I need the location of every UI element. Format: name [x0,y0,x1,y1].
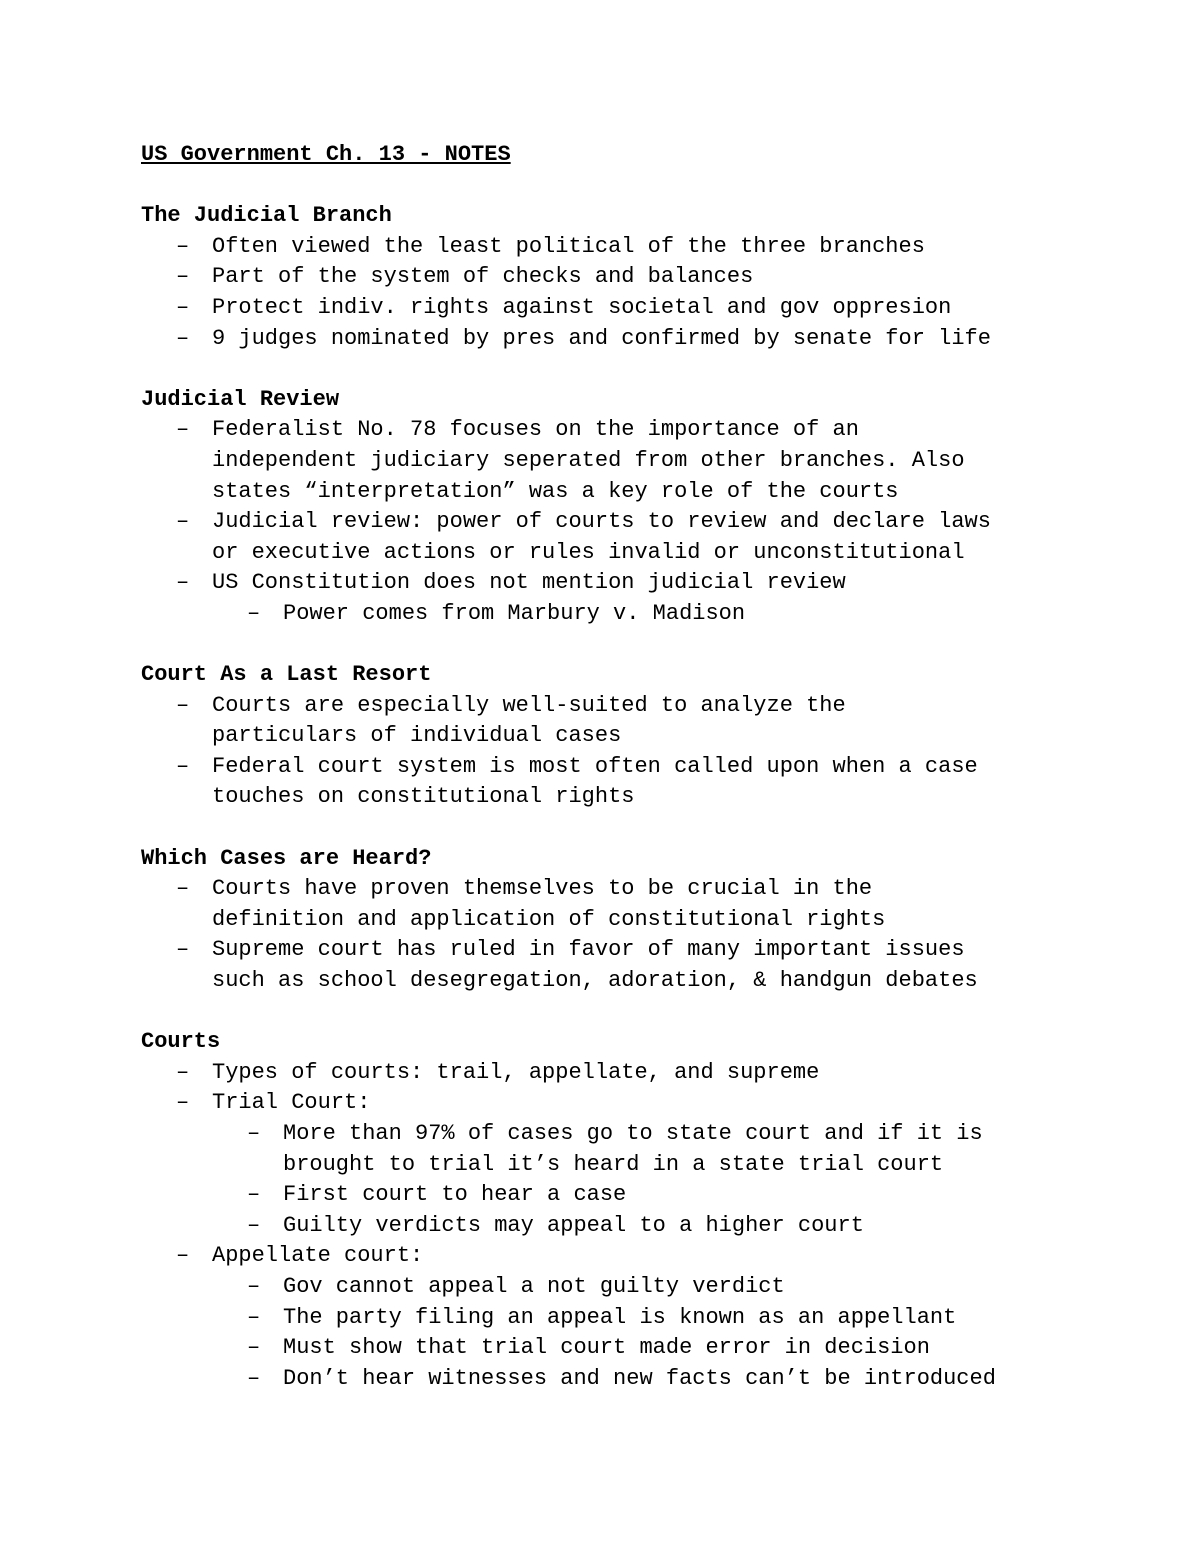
bullet-text [212,507,1091,568]
section [141,385,1091,660]
section-heading: Judicial Review [141,386,340,412]
section-heading: Court As a Last Resort [141,662,432,688]
sub-bullet-item [141,1364,1091,1395]
bullet-text-line: Appellate court: [212,1243,424,1269]
bullet-text-line: Supreme court has ruled in favor of many important issues [212,937,965,963]
dash-bullet-icon: – [247,1212,261,1238]
sub-bullet-item [141,1180,1091,1211]
bullet-list [141,1058,1091,1395]
sub-bullet-item [141,1119,1091,1180]
bullet-text [283,1333,1091,1364]
bullet-text [212,935,1091,996]
bullet-text [283,1303,1091,1334]
spacer [141,171,1091,202]
section-heading: Courts [141,1029,221,1055]
bullet-text-line: The party filing an appeal is known as an appellant [283,1304,957,1330]
dash-bullet-icon: – [176,570,190,596]
bullet-list [141,232,1091,354]
bullet-text-line: Power comes from Marbury v. Madison [283,600,746,626]
bullet-text-line: Types of courts: trail, appellate, and supreme [212,1059,820,1085]
sub-bullet-item [141,599,1091,630]
bullet-text-line: states “interpretation” was a key role of the courts [212,478,899,504]
bullet-text-line: Courts are especially well-suited to analyze the [212,692,846,718]
bullet-text [212,232,1091,263]
bullet-text-line: Often viewed the least political of the three branches [212,233,925,259]
section-heading: Which Cases are Heard? [141,845,432,871]
bullet-text [212,1088,1091,1119]
bullet-text [212,415,1091,507]
dash-bullet-icon: – [176,509,190,535]
bullet-text [283,1272,1091,1303]
bullet-text-line: US Constitution does not mention judicial review [212,570,846,596]
dash-bullet-icon: – [176,264,190,290]
bullet-text-line: such as school desegregation, adoration, & handgun debates [212,968,978,994]
bullet-item [141,874,1091,935]
bullet-text [283,1364,1091,1395]
bullet-text-line: particulars of individual cases [212,723,622,749]
bullet-text [212,262,1091,293]
spacer [141,813,1091,844]
bullet-text-line: Protect indiv. rights against societal and gov oppresion [212,294,952,320]
bullet-text-line: Courts have proven themselves to be crucial in the [212,876,873,902]
bullet-text [212,691,1091,752]
dash-bullet-icon: – [176,876,190,902]
bullet-text-line: Don’t hear witnesses and new facts can’t be introduced [283,1365,996,1391]
bullet-item [141,324,1091,355]
sub-bullet-item [141,1211,1091,1242]
section [141,660,1091,844]
dash-bullet-icon: – [247,1273,261,1299]
dash-bullet-icon: – [247,1335,261,1361]
section [141,201,1091,385]
bullet-text [283,1180,1091,1211]
bullet-item [141,1088,1091,1119]
dash-bullet-icon: – [247,1365,261,1391]
spacer [141,997,1091,1028]
dash-bullet-icon: – [247,1182,261,1208]
dash-bullet-icon: – [176,1243,190,1269]
dash-bullet-icon: – [176,753,190,779]
bullet-list [141,691,1091,813]
spacer [141,630,1091,661]
bullet-item [141,415,1091,507]
bullet-text-line: brought to trial it’s heard in a state trial court [283,1151,944,1177]
section [141,844,1091,1028]
bullet-text [212,874,1091,935]
sections-container [141,201,1091,1394]
dash-bullet-icon: – [247,600,261,626]
section [141,1027,1091,1394]
bullet-text [212,752,1091,813]
bullet-item [141,232,1091,263]
bullet-text [212,324,1091,355]
bullet-text [212,568,1091,599]
bullet-text [212,293,1091,324]
bullet-text-line: Federalist No. 78 focuses on the importance of an [212,417,859,443]
notes-content [141,140,1091,1394]
sub-bullet-item [141,1272,1091,1303]
bullet-text [212,1241,1091,1272]
bullet-list [141,415,1091,629]
bullet-text-line: or executive actions or rules invalid or unconstitutional [212,539,965,565]
dash-bullet-icon: – [247,1304,261,1330]
bullet-text-line: Judicial review: power of courts to review and declare laws [212,509,991,535]
bullet-text-line: Trial Court: [212,1090,371,1116]
dash-bullet-icon: – [176,294,190,320]
bullet-item [141,507,1091,568]
dash-bullet-icon: – [176,417,190,443]
bullet-item [141,1241,1091,1272]
bullet-item [141,935,1091,996]
dash-bullet-icon: – [176,1090,190,1116]
dash-bullet-icon: – [176,692,190,718]
bullet-text-line: Part of the system of checks and balances [212,264,754,290]
bullet-text-line: Gov cannot appeal a not guilty verdict [283,1273,785,1299]
bullet-text-line: Federal court system is most often called upon when a case [212,753,978,779]
bullet-text-line: 9 judges nominated by pres and confirmed by senate for life [212,325,991,351]
section-heading: The Judicial Branch [141,203,392,229]
bullet-text [212,1058,1091,1089]
sub-bullet-item [141,1333,1091,1364]
bullet-text-line: independent judiciary seperated from other branches. Also [212,447,965,473]
bullet-text-line: Must show that trial court made error in decision [283,1335,930,1361]
bullet-item [141,262,1091,293]
bullet-text [283,599,1091,630]
bullet-text-line: touches on constitutional rights [212,784,635,810]
spacer [141,354,1091,385]
document-title: US Government Ch. 13 - NOTES [141,142,511,167]
dash-bullet-icon: – [176,325,190,351]
dash-bullet-icon: – [247,1121,261,1146]
dash-bullet-icon: – [176,1059,190,1085]
bullet-item [141,293,1091,324]
bullet-item [141,752,1091,813]
dash-bullet-icon: – [176,937,190,963]
bullet-item [141,568,1091,599]
bullet-text-line: definition and application of constitutional rights [212,906,886,932]
dash-bullet-icon: – [176,233,190,259]
bullet-item [141,691,1091,752]
bullet-text-line: Guilty verdicts may appeal to a higher court [283,1212,864,1238]
bullet-list [141,874,1091,996]
bullet-text [283,1211,1091,1242]
bullet-text [283,1119,1091,1180]
bullet-text-line: First court to hear a case [283,1182,627,1208]
sub-bullet-item [141,1303,1091,1334]
bullet-item [141,1058,1091,1089]
bullet-text-line: More than 97% of cases go to state court and if it is [283,1121,983,1146]
